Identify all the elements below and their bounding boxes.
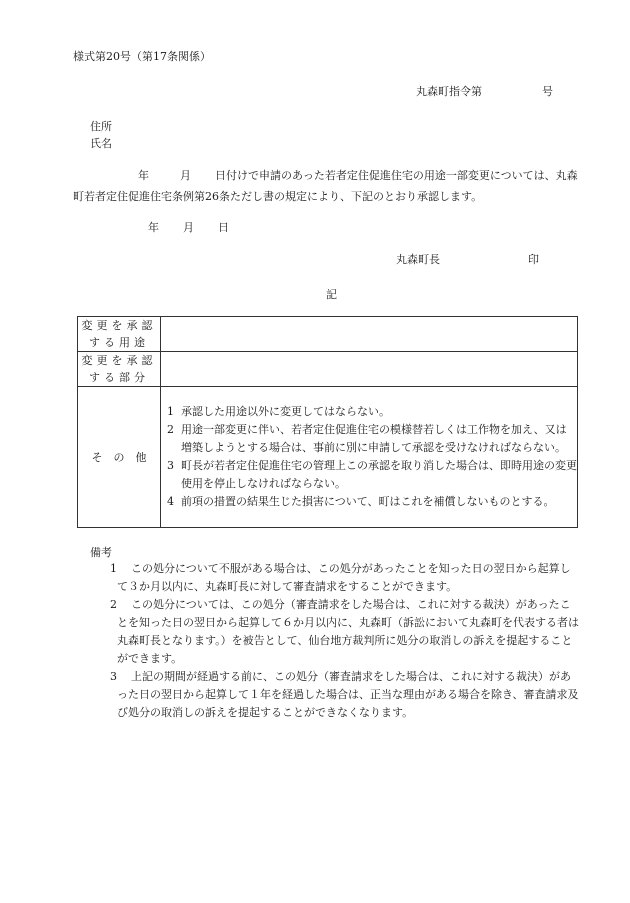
order-prefix: 丸森町指令第: [416, 85, 482, 98]
date-month: 月: [183, 221, 194, 234]
seal-mark: 印: [528, 253, 539, 266]
date-day: 日: [218, 221, 229, 234]
body-month: 月: [180, 169, 191, 182]
remarks-section: [85, 560, 580, 722]
list-item: 2 用途一部変更に伴い、若者定住促進住宅の模様替若しくは工作物を加え、又は増築しようとする場合は、事前に別に申請して承認を受けなければならない。: [167, 423, 567, 454]
list-item: 3 町長が若者定住促進住宅の管理上この承認を取り消した場合は、即時用途の変更使用を停止しなければならない。: [167, 459, 577, 490]
approval-body-text: [73, 165, 578, 207]
name-label: 氏名: [90, 137, 112, 150]
list-item: 4 前項の措置の結果生じた損害について、町はこれを補償しないものとする。: [167, 495, 555, 508]
date-year: 年: [148, 221, 159, 234]
form-number-label: 様式第20号（第17条関係）: [73, 50, 211, 63]
order-suffix: 号: [542, 85, 553, 98]
list-item: 1 この処分について不服がある場合は、この処分があったことを知った日の翌日から起算して３か月以内に、丸森町長に対して審査請求をすることができます。: [110, 562, 571, 593]
table-row: [78, 387, 578, 528]
portion-label: 変更を承認する部分: [78, 352, 161, 387]
others-value: [161, 387, 578, 528]
mayor-signature-line: [396, 251, 539, 267]
table-row: [78, 317, 578, 352]
order-number-line: [416, 83, 553, 99]
table-row: [78, 352, 578, 387]
others-label: そ の 他: [78, 387, 161, 528]
remarks-title: 備考: [90, 546, 112, 559]
conditions-list: [161, 399, 577, 515]
body-main-text: 日付けで申請のあった若者定住促進住宅の用途一部変更については、丸森町若者定住促進住宅条例第26条ただし書の規定により、下記のとおり承認します。: [73, 169, 578, 203]
usage-label: 変更を承認する用途: [78, 317, 161, 352]
address-label: 住所: [90, 120, 112, 133]
body-year: 年: [138, 169, 149, 182]
list-item: 1 承認した用途以外に変更してはならない。: [167, 405, 390, 418]
ki-heading: 記: [326, 288, 337, 301]
list-item: 2 この処分については、この処分（審査請求をした場合は、これに対する裁決）があったことを知った日の翌日から起算して６か月以内に、丸森町（訴訟において丸森町を代表する者は丸森町長となります。）を被告として、仙台地方裁判所に処分の取消しの訴えを提起することができます。: [110, 598, 579, 665]
issue-date: [148, 219, 229, 235]
approval-detail-table: [77, 316, 578, 528]
list-item: 3 上記の期間が経過する前に、この処分（審査請求をした場合は、これに対する裁決）があった日の翌日から起算して１年を経過した場合は、正当な理由がある場合を除き、審査請求及び処分の取消しの訴えを提起することができなくなります。: [110, 670, 579, 719]
mayor-title: 丸森町長: [396, 253, 440, 266]
portion-value: [161, 352, 578, 387]
usage-value: [161, 317, 578, 352]
